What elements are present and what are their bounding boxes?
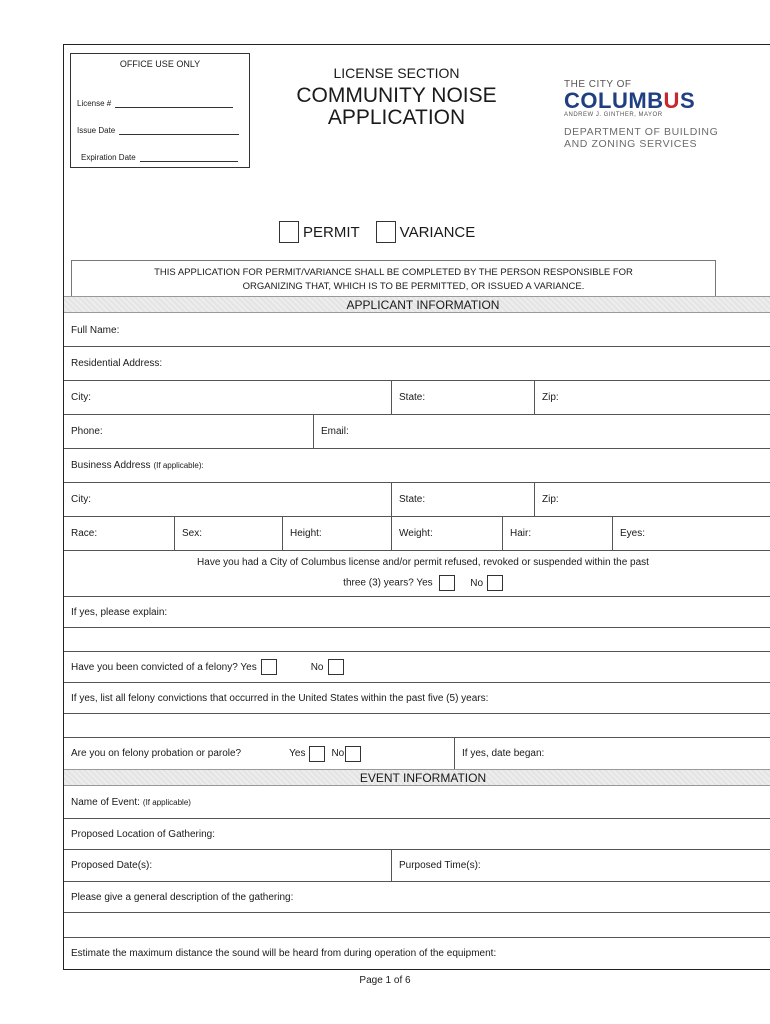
explain-label: If yes, please explain: [71,606,168,618]
notice-line1: THIS APPLICATION FOR PERMIT/VARIANCE SHALL BE COMPLETED BY THE PERSON RESPONSIBLE FOR [154,267,633,278]
license-section-label: LICENSE SECTION [333,65,460,81]
explain-blank-row[interactable] [64,628,770,652]
logo-city-part3: S [679,88,696,113]
business-city-field[interactable] [64,483,391,516]
issue-date-label: Issue Date [77,126,116,135]
business-address-note: (If applicable): [153,461,204,470]
business-state-field[interactable] [391,483,534,516]
expiration-date-field[interactable] [81,153,238,162]
sound-distance-label: Estimate the maximum distance the sound will be heard from during operation of the equipment: [71,948,497,959]
eyes-field[interactable] [612,517,770,550]
probation-yes-label: Yes [289,748,306,759]
felony-list-row [64,683,770,714]
weight-label: Weight: [399,528,433,539]
permit-label: PERMIT [303,223,360,241]
page-title-line1: COMMUNITY NOISE [296,84,497,107]
sound-distance-field[interactable] [64,938,770,969]
logo-city-part1: COLUMB [564,88,664,113]
event-name-label: Name of Event: [71,797,140,808]
event-description-field[interactable] [64,882,770,912]
license-question-line1: Have you had a City of Columbus license and/or permit refused, revoked or suspended within the past [197,557,649,568]
event-description-label: Please give a general description of the gathering: [71,891,294,903]
business-address-label: Business Address [71,460,151,471]
felony-no-checkbox[interactable] [328,659,344,675]
state-field[interactable] [391,381,534,414]
probation-no-checkbox[interactable] [345,746,361,762]
office-use-box [70,53,250,168]
state-label: State: [399,392,426,403]
residential-address-row [64,347,770,381]
felony-no-label: No [310,661,324,673]
applicant-section-header: APPLICANT INFORMATION [64,296,770,313]
race-label: Race: [71,528,98,539]
felony-question-label: Have you been convicted of a felony? Yes [71,661,257,673]
business-city-label: City: [71,494,91,505]
office-use-title: OFFICE USE ONLY [119,59,201,69]
license-question-row [64,551,770,597]
city-field[interactable] [64,381,391,414]
race-field[interactable] [64,517,174,550]
event-description-blank-row[interactable] [64,913,770,938]
logo-line1: THE CITY OF [564,79,632,90]
email-label: Email: [321,426,349,437]
felony-list-label: If yes, list all felony convictions that occurred in the United States within the past five (5) years: [71,692,489,704]
event-times-field[interactable] [391,850,770,881]
felony-blank-row[interactable] [64,714,770,738]
expiration-date-label: Expiration Date [81,153,136,162]
logo-dept-line1: DEPARTMENT OF BUILDING [564,126,719,138]
event-name-field[interactable] [64,787,770,818]
license-number-line [115,99,233,108]
city-state-zip-row [64,381,770,415]
logo-city-part2: U [663,88,680,113]
notice-line2: ORGANIZING THAT, WHICH IS TO BE PERMITTED, OR ISSUED A VARIANCE. [242,281,585,292]
business-city-state-zip-row [64,483,770,517]
page-number: Page 1 of 6 [359,975,411,986]
full-name-field[interactable] [64,314,770,346]
full-name-label: Full Name: [71,324,120,336]
felony-list-field[interactable] [64,683,770,713]
event-location-label: Proposed Location of Gathering: [71,828,215,840]
eyes-label: Eyes: [620,528,646,539]
zip-field[interactable] [534,381,770,414]
weight-field[interactable] [391,517,502,550]
sound-distance-row [64,938,770,969]
probation-no-label: No [331,748,345,759]
probation-date-label: If yes, date began: [462,748,545,759]
zip-label: Zip: [542,392,559,403]
probation-question [64,738,434,769]
event-dates-label: Proposed Date(s): [71,860,153,871]
license-question-no-label: No [470,577,484,589]
probation-row [64,738,770,769]
felony-question-row [64,652,770,683]
license-question-no-checkbox[interactable] [487,575,503,591]
license-question-yes-label: three (3) years? Yes [343,577,433,589]
height-label: Height: [290,528,322,539]
business-zip-field[interactable] [534,483,770,516]
sex-label: Sex: [182,528,203,539]
permit-variance-choice [279,221,475,243]
city-logo [564,79,744,150]
permit-checkbox[interactable] [279,221,299,243]
city-label: City: [71,392,91,403]
license-number-label: License # [77,99,112,108]
license-question-line2 [64,575,770,591]
expiration-date-line [140,153,238,162]
physical-description-row [64,517,770,551]
page-title-line2: APPLICATION [327,106,466,129]
felony-yes-checkbox[interactable] [261,659,277,675]
event-name-row [64,787,770,819]
license-number-field[interactable] [77,99,233,108]
hair-label: Hair: [510,528,532,539]
header-title-block [264,65,529,129]
probation-date-field[interactable] [454,738,770,769]
event-dates-row [64,850,770,882]
probation-question-label: Are you on felony probation or parole? [71,748,242,759]
notice-box [71,260,716,296]
variance-checkbox[interactable] [376,221,396,243]
logo-dept-line2: AND ZONING SERVICES [564,138,698,150]
issue-date-field[interactable] [77,126,239,135]
event-dates-field[interactable] [64,850,391,881]
logo-mayor: ANDREW J. GINTHER, MAYOR [564,112,663,118]
event-times-label: Purposed Time(s): [399,860,481,871]
full-name-row [64,314,770,347]
event-location-row [64,819,770,850]
phone-label: Phone: [71,426,103,437]
event-name-note: (If applicable) [142,798,191,807]
business-address-row [64,449,770,483]
probation-yes-checkbox[interactable] [309,746,325,762]
hair-field[interactable] [502,517,612,550]
event-description-row [64,882,770,913]
explain-row [64,597,770,628]
business-address-field[interactable] [64,449,770,482]
application-form [63,44,770,970]
phone-email-row [64,415,770,449]
height-field[interactable] [282,517,391,550]
felony-question [64,652,770,682]
explain-field[interactable] [64,597,770,627]
logo-city-name [564,90,744,112]
event-location-field[interactable] [64,819,770,849]
issue-date-line [119,126,239,135]
business-zip-label: Zip: [542,494,559,505]
email-field[interactable] [313,415,770,448]
phone-field[interactable] [64,415,313,448]
sex-field[interactable] [174,517,282,550]
residential-address-label: Residential Address: [71,358,163,369]
license-question-yes-checkbox[interactable] [439,575,455,591]
event-section-header: EVENT INFORMATION [64,769,770,786]
variance-label: VARIANCE [399,223,476,241]
business-state-label: State: [399,494,426,505]
residential-address-field[interactable] [64,347,770,380]
